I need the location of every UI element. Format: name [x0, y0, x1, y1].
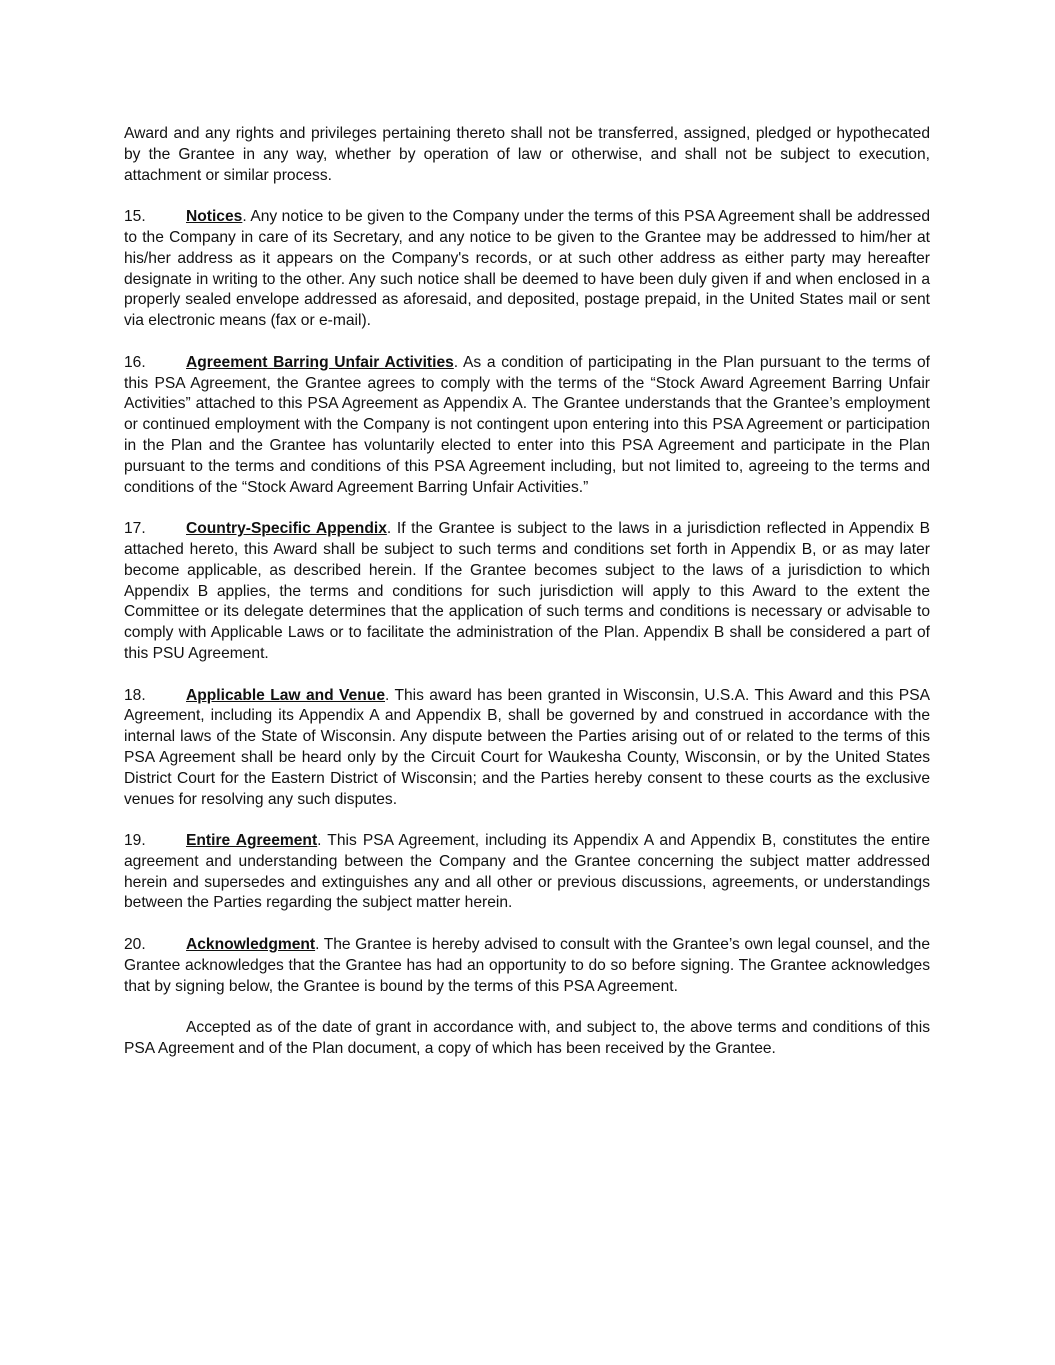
section-number: 15.	[124, 208, 146, 226]
section-number: 18.	[124, 686, 146, 704]
section-15-notices	[124, 207, 930, 332]
section-body: This PSA Agreement, including its Appendix A and Appendix B, constitutes the entire agreement and understanding between the Company and the Grantee concerning the subject matter addressed herein and supersedes and extinguishes any and all other or previous discussions, agreements, or understandings between the Parties regarding the subject matter herein.	[124, 832, 930, 912]
section-number: 17.	[124, 520, 146, 538]
section-heading: Country-Specific Appendix	[186, 520, 387, 538]
section-19-entire-agreement	[124, 831, 930, 914]
section-number: 19.	[124, 832, 146, 850]
section-heading: Notices	[186, 208, 243, 226]
section-17-country-specific-appendix	[124, 519, 930, 665]
section-body: This award has been granted in Wisconsin, U.S.A. This Award and this PSA Agreement, including its Appendix A and Appendix B, shall be governed by and construed in accordance with the internal laws of the State of Wisconsin. Any dispute between the Parties arising out of or related to the terms of this PSA Agreement shall be heard only by the Circuit Court for Waukesha County, Wisconsin, or by the United States District Court for the Eastern District of Wisconsin; and the Parties hereby consent to these courts as the exclusive venues for resolving any such disputes.	[124, 686, 931, 808]
section-body: If the Grantee is subject to the laws in a jurisdiction reflected in Appendix B attached hereto, this Award shall be subject to such terms and conditions set forth in Appendix B, or as may later become applicable, as described herein. If the Grantee becomes subject to the laws of a jurisdiction to which Appendix B applies, the terms and conditions for such jurisdiction will apply to this Award to the extent the Committee or its delegate determines that the application of such terms and conditions is necessary or advisable to comply with Applicable Laws or to facilitate the administration of the Plan. Appendix B shall be considered a part of this PSU Agreement.	[124, 520, 930, 662]
section-20-acknowledgment	[124, 935, 930, 997]
section-heading-punct: .	[315, 936, 320, 954]
section-16-agreement-barring-unfair-activities	[124, 353, 930, 499]
section-heading-punct: .	[242, 208, 247, 226]
section-number: 16.	[124, 353, 146, 371]
closing-paragraph	[124, 1018, 930, 1060]
section-heading: Agreement Barring Unfair Activities	[186, 353, 454, 371]
section-heading: Entire Agreement	[186, 832, 318, 850]
section-heading-punct: .	[386, 520, 392, 538]
section-heading-punct: .	[453, 353, 459, 371]
section-heading: Applicable Law and Venue	[186, 686, 385, 704]
closing-text: Accepted as of the date of grant in accordance with, and subject to, the above terms and conditions of this PSA Agreement and of the Plan document, a copy of which has been received by the Grantee.	[124, 1019, 930, 1058]
section-body: As a condition of participating in the Plan pursuant to the terms of this PSA Agreement, the Grantee agrees to comply with the terms of the “Stock Award Agreement Barring Unfair Activities” attached to this PSA Agreement as Appendix A. The Grantee understands that the Grantee’s employment or continued employment with the Company is not contingent upon entering into this PSA Agreement or participation in the Plan and the Grantee has voluntarily elected to enter into this PSA Agreement and participate in the Plan pursuant to the terms and conditions of this PSA Agreement including, but not limited to, agreeing to the terms and conditions of the “Stock Award Agreement Barring Unfair Activities.”	[124, 353, 930, 496]
section-18-applicable-law-and-venue	[124, 686, 930, 811]
section-heading-punct: .	[317, 832, 322, 850]
section-body: The Grantee is hereby advised to consult with the Grantee’s own legal counsel, and the Grantee acknowledges that the Grantee has had an opportunity to do so before signing. The Grantee acknowledges that by signing below, the Grantee is bound by the terms of this PSA Agreement.	[124, 936, 930, 995]
document-page	[124, 124, 930, 1081]
section-number: 20.	[124, 936, 146, 954]
intro-paragraph: Award and any rights and privileges pertaining thereto shall not be transferred, assigned, pledged or hypothecated by the Grantee in any way, whether by operation of law or otherwise, and shall not be subject to execution, attachment or similar process.	[124, 125, 930, 184]
section-heading-punct: .	[385, 686, 390, 704]
section-body: Any notice to be given to the Company under the terms of this PSA Agreement shall be addressed to the Company in care of its Secretary, and any notice to be given to the Grantee may be addressed to him/her at his/her address as it appears on the Company's records, or at such other address as either party may hereafter designate in writing to the other. Any such notice shall be deemed to have been duly given if and when enclosed in a properly sealed envelope addressed as aforesaid, and deposited, postage prepaid, in the United States mail or sent via electronic means (fax or e-mail).	[124, 208, 930, 330]
section-heading: Acknowledgment	[186, 936, 316, 954]
